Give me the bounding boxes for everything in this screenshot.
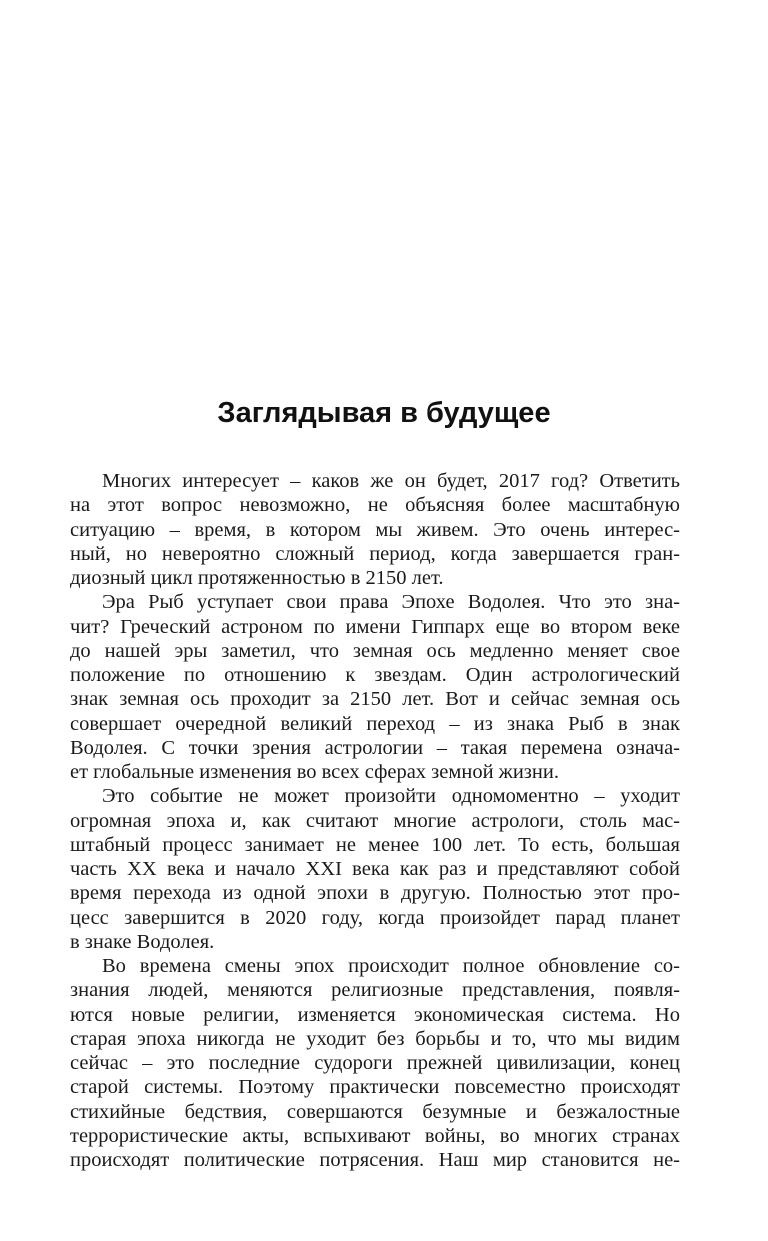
text-line: знак земная ось проходит за 2150 лет. Вот и сейчас земная ось — [70, 688, 680, 711]
text-line: штабный процесс занимает не менее 100 лет. То есть, большая — [70, 833, 680, 856]
text-line: часть XX века и начало XXI века как раз и представляют собой — [70, 858, 680, 880]
paragraph — [70, 954, 680, 1172]
body-text — [70, 469, 680, 1172]
text-line: сейчас – это последние судороги прежней цивилизации, конец — [70, 1052, 680, 1074]
text-line: Во времена смены эпох происходит полное обновление со- — [102, 955, 680, 977]
text-line: знания людей, меняются религиозные представления, появля- — [70, 979, 680, 1002]
text-line: цесс завершится в 2020 году, когда произойдет парад планет — [70, 906, 680, 929]
text-line: ный, но невероятно сложный период, когда завершается гран- — [70, 542, 680, 565]
text-line: чит? Греческий астроном по имени Гиппарх еще во втором веке — [70, 615, 680, 638]
text-line: время перехода из одной эпохи в другую. Полностью этот про- — [70, 882, 680, 905]
text-line: происходят политические потрясения. Наш мир становится не- — [70, 1149, 680, 1171]
text-line: в знаке Водолея. — [70, 930, 215, 953]
text-line: положение по отношению к звездам. Один астрологический — [70, 664, 680, 686]
text-line: до нашей эры заметил, что земная ось медленно меняет свое — [70, 639, 680, 662]
text-line: Это событие не может произойти одномоментно – уходит — [102, 785, 680, 808]
text-line: Водолея. С точки зрения астрологии – такая перемена означа- — [70, 736, 680, 759]
text-line: ются новые религии, изменяется экономическая система. Но — [70, 1003, 680, 1026]
text-line: на этот вопрос невозможно, не объясняя более масштабную — [70, 494, 680, 517]
paragraph — [70, 469, 680, 590]
text-line: Многих интересует – каков же он будет, 2017 год? Ответить — [102, 470, 680, 492]
text-line: стихийные бедствия, совершаются безумные и безжалостные — [70, 1100, 680, 1123]
text-line: старая эпоха никогда не уходит без борьбы и то, что мы видим — [70, 1027, 680, 1050]
chapter-title: Заглядывая в будущее — [217, 397, 551, 429]
text-line: террористические акты, вспыхивают войны, во многих странах — [70, 1124, 680, 1147]
text-line: ет глобальные изменения во всех сферах земной жизни. — [70, 761, 559, 783]
text-line: диозный цикл протяженностью в 2150 лет. — [70, 567, 444, 589]
paragraph — [70, 590, 680, 784]
text-line: огромная эпоха и, как считают многие астрологи, столь мас- — [70, 809, 680, 832]
text-line: совершает очередной великий переход – из знака Рыб в знак — [70, 712, 680, 735]
text-line: старой системы. Поэтому практически повсеместно происходят — [70, 1076, 680, 1099]
paragraph — [70, 784, 680, 954]
text-line: ситуацию – время, в котором мы живем. Это очень интерес- — [70, 518, 680, 541]
text-line: Эра Рыб уступает свои права Эпохе Водолея. Что это зна- — [102, 591, 680, 614]
